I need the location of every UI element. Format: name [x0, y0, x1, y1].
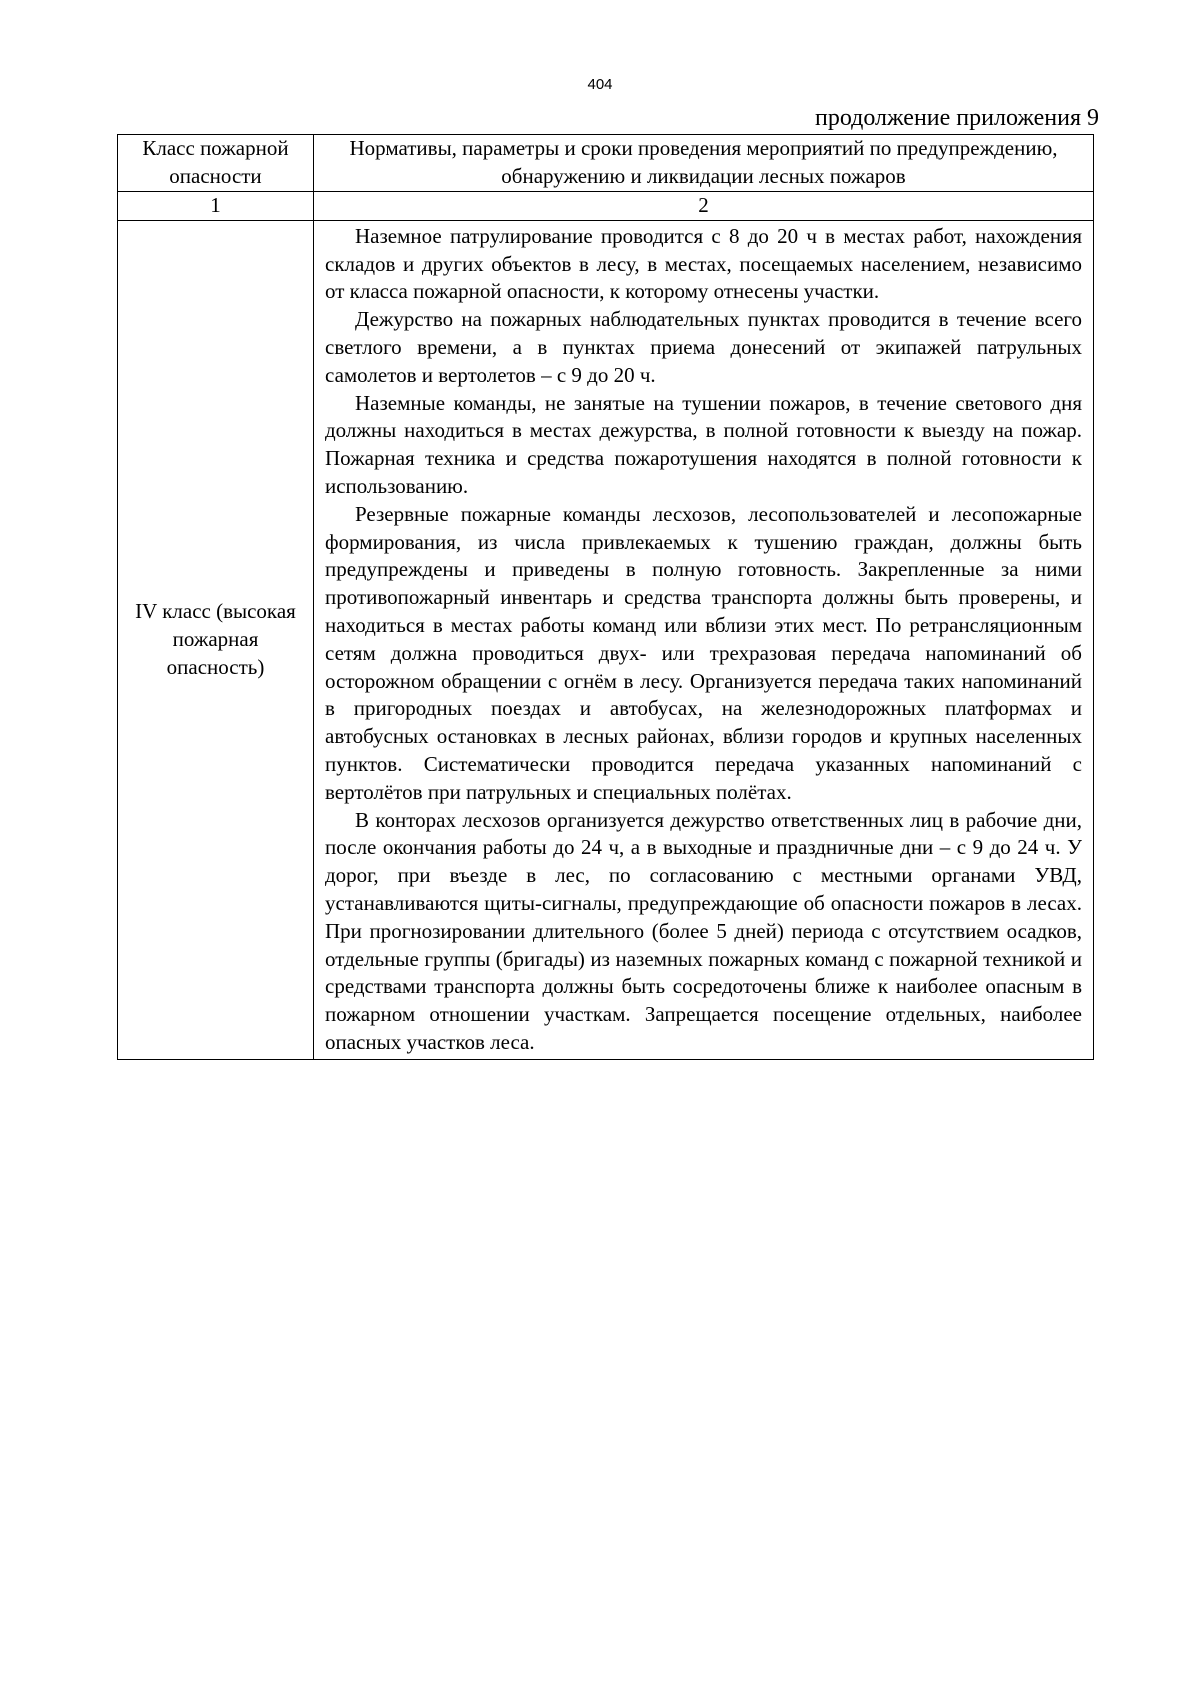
paragraph-reserve-teams: Резервные пожарные команды лесхозов, лесопользователей и лесопожарные формирования, из числа привлекаемых к тушению граждан, должны быть предупреждены и приведены в полную готовность. Закрепленные за ними противопожарный инвентарь и средства транспорта должны быть проверены, и находиться в местах работы команд или вблизи этих мест. По ретрансляционным сетям должна проводиться двух- или трехразовая передача напоминаний об осторожном обращении с огнём в лесу. Организуется передача таких напоминаний в пригородных поездах и автобусах, на железнодорожных платформах и автобусных остановках в лесных районах, вблизи городов и крупных населенных пунктов. Систематически проводится передача указанных напоминаний с вертолётов при патрульных и специальных полётах.	[325, 501, 1082, 804]
paragraph-ground-patrol: Наземное патрулирование проводится с 8 до 20 ч в местах работ, нахождения складов и других объектов в лесу, в местах, посещаемых населением, независимо от класса пожарной опасности, к которому отнесены участки.	[325, 223, 1082, 304]
table-row	[118, 220, 1094, 1059]
column-number-row	[118, 192, 1094, 221]
column-number-1: 1	[118, 192, 314, 221]
measures-cell	[314, 220, 1094, 1059]
column-number-2: 2	[314, 192, 1094, 221]
paragraph-office-duty: В конторах лесхозов организуется дежурство ответственных лиц в рабочие дни, после окончания работы до 24 ч, а в выходные и праздничные дни – с 9 до 24 ч. У дорог, при въезде в лес, по согласованию с местными органами УВД, устанавливаются щиты-сигналы, предупреждающие об опасности пожаров в лесах. При прогнозировании длительного (более 5 дней) периода с отсутствием осадков, отдельные группы (бригады) из наземных пожарных команд с пожарной техникой и средствами транспорта должны быть сосредоточены ближе к наиболее опасным в пожарном отношении участкам. Запрещается посещение отдельных, наиболее опасных участков леса.	[325, 807, 1082, 1054]
page-number: 404	[587, 76, 613, 93]
table-header-row	[118, 135, 1094, 192]
fire-danger-table	[117, 134, 1094, 1060]
paragraph-observation-duty: Дежурство на пожарных наблюдательных пунктах проводится в течение всего светлого времени, а в пунктах приема донесений от экипажей патрульных самолетов и вертолетов – с 9 до 20 ч.	[325, 307, 1082, 387]
appendix-continuation-label: продолжение приложения 9	[815, 105, 1099, 131]
header-norms: Нормативы, параметры и сроки проведения мероприятий по предупреждению, обнаружению и ликвидации лесных пожаров	[314, 135, 1094, 192]
paragraph-ground-teams: Наземные команды, не занятые на тушении пожаров, в течение светового дня должны находиться в местах дежурства, в полной готовности к выезду на пожар. Пожарная техника и средства пожаротушения находятся в полной готовности к использованию.	[325, 390, 1082, 498]
fire-class-cell: IV класс (высокая пожарная опасность)	[118, 220, 314, 1059]
header-fire-class: Класс пожарной опасности	[118, 135, 314, 192]
